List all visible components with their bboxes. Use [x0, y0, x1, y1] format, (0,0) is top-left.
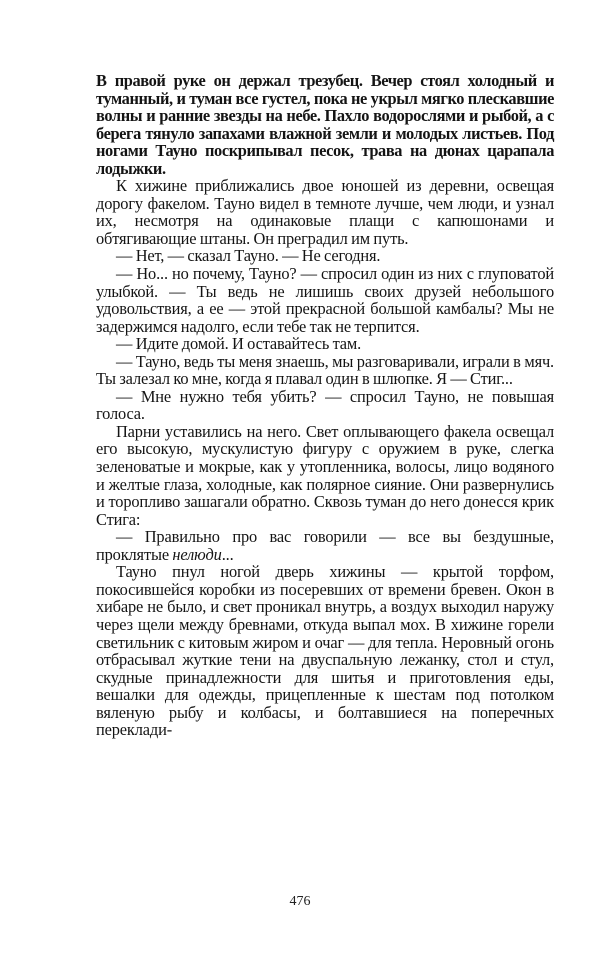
- paragraph-hut-interior: Тауно пнул ногой дверь хижины — крытой торфом, покосившейся коробки из посеревших от времени бревен. Окон в хибаре не было, и свет проникал внутрь, а воздух выходил наружу через щели между бревнами, откуда выпал мох. В хижине горели светильник с китовым жиром и очаг — для тепла. Неровный огонь отбрасывал жуткие тени на двуспальную лежанку, стол и стул, скудные принадлежности для шитья и приготовления еды, вешалки для одежды, прицепленные к шестам под потолком вяленую рыбу и колбасы, и болтавшиеся на поперечных переклади-: [96, 562, 554, 740]
- dialogue-line-stig-shout: [96, 528, 554, 563]
- emphasis-word: нелюди: [172, 544, 222, 564]
- ellipsis: ...: [221, 544, 234, 564]
- paragraph-youths-flee: Парни уставились на него. Свет оплывающего факела освещал его высокую, мускулистую фигуру с оружием в руке, слегка зеленоватые и мокрые, как у утопленника, волосы, лицо водяного и желтые глаза, холодные, как полярное сияние. Они развернулись и торопливо зашагали обратно. Сквозь туман до него донесся крик Стига:: [96, 421, 554, 529]
- page-number: 476: [289, 894, 311, 909]
- body-text: [96, 72, 554, 739]
- dialogue-line: — Но... но почему, Тауно? — спросил один из них с глуповатой улыбкой. — Ты ведь не лишишь своих друзей небольшого удовольствия, а ее — этой прекрасной большой камбалы? Мы не задержимся надолго, если тебе так не терпится.: [96, 264, 554, 336]
- dialogue-line: — Нет, — сказал Тауно. — Не сегодня.: [116, 246, 381, 266]
- dialogue-line: — Тауно, ведь ты меня знаешь, мы разговаривали, играли в мяч. Ты залезал ко мне, когда я плавал один в шлюпке. Я — Стиг...: [96, 351, 554, 389]
- dialogue-line: — Идите домой. И оставайтесь там.: [116, 334, 362, 354]
- shout-text: — Правильно про вас говорили — все вы бездушные, проклятые: [96, 527, 554, 564]
- paragraph-opening: В правой руке он держал трезубец. Вечер стоял холодный и туманный, и туман все густел, пока не укрыл мягко плескавшие волны и ранние звезды на небе. Пахло водорослями и рыбой, а с берега тянуло запахами влажной земли и молодых листьев. Под ногами Тауно поскрипывал песок, трава на дюнах царапала лодыжки.: [96, 71, 554, 178]
- dialogue-line: — Мне нужно тебя убить? — спросил Тауно, не повышая голоса.: [96, 386, 554, 424]
- paragraph-youths-approach: К хижине приближались двое юношей из деревни, освещая дорогу факелом. Тауно видел в темноте лучше, чем люди, и узнал их, несмотря на одинаковые плащи с капюшонами и обтягивающие штаны. Он преградил им путь.: [96, 176, 554, 248]
